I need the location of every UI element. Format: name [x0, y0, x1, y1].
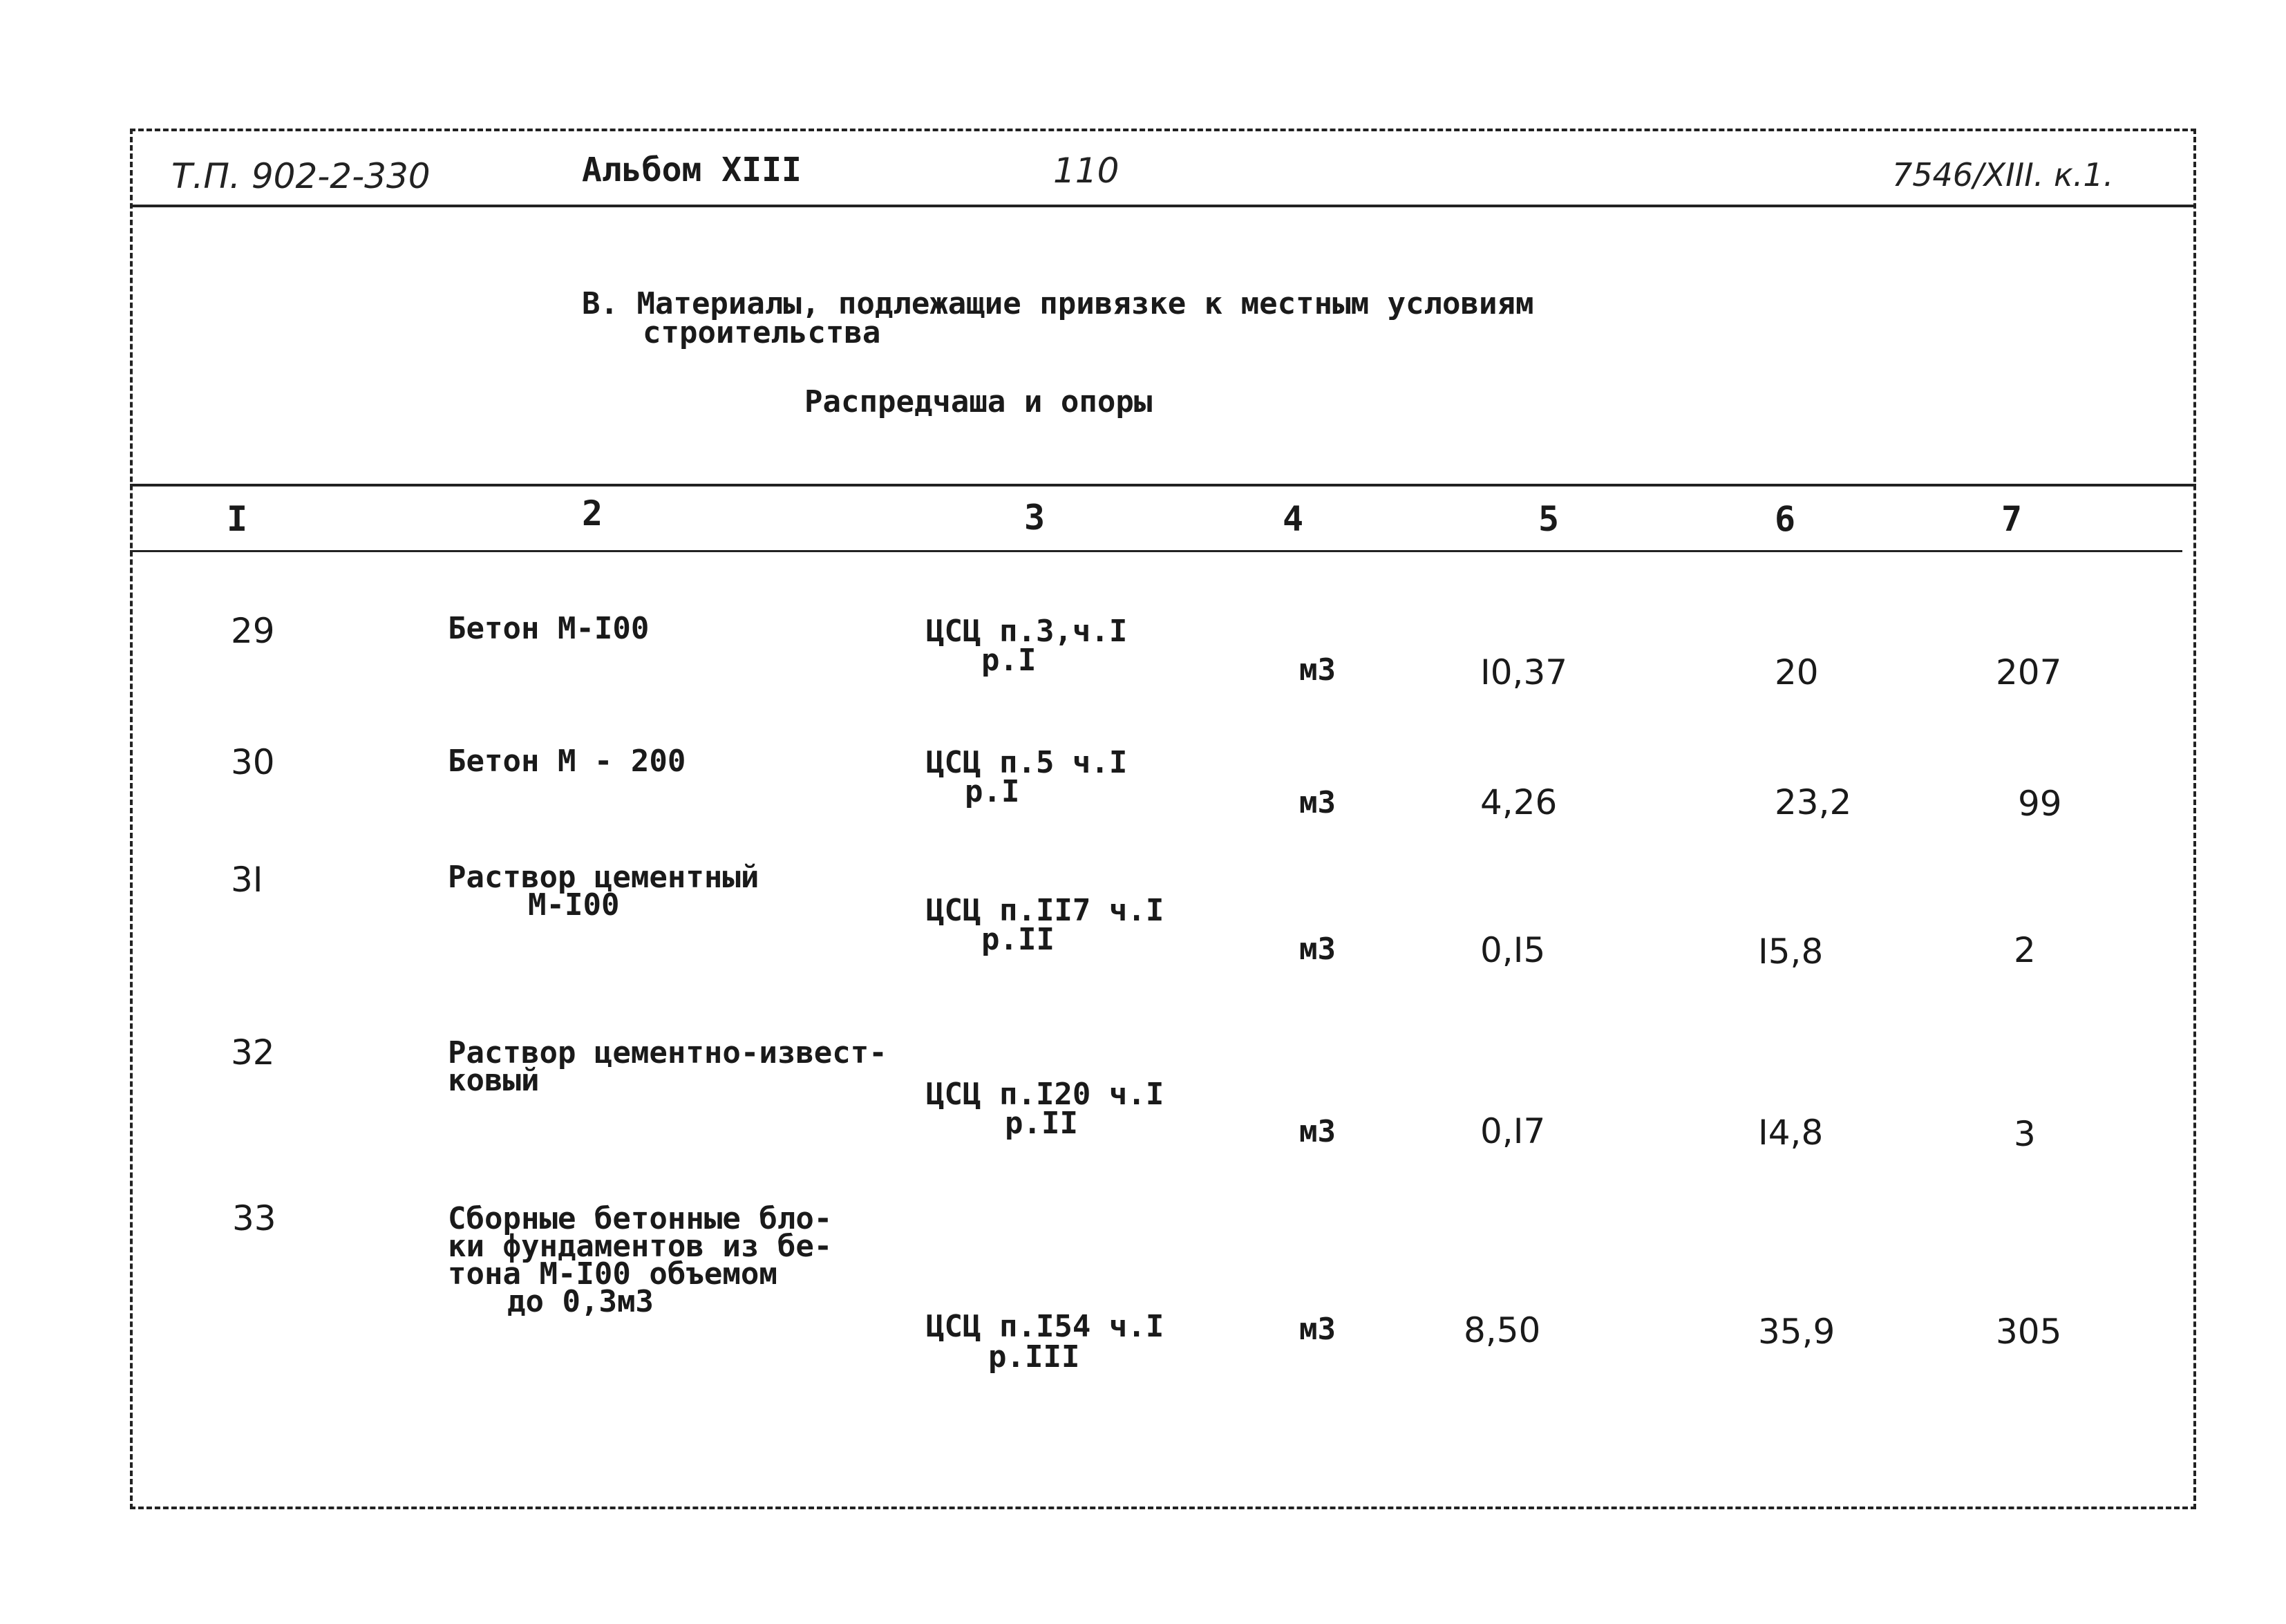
- unit-price: 35,9: [1758, 1312, 1835, 1352]
- quantity: 0,I5: [1480, 930, 1546, 970]
- unit-price: 23,2: [1775, 782, 1852, 822]
- price-reference-section: р.I: [965, 774, 1020, 809]
- price-reference-section: р.I: [981, 643, 1037, 678]
- price-reference-section: р.II: [981, 922, 1055, 957]
- price-reference: ЦСЦ п.I54 ч.I: [926, 1309, 1164, 1344]
- album-label: Альбом XIII: [582, 151, 802, 189]
- material-name: Раствор цементный М-I00: [448, 860, 759, 923]
- price-reference-section: р.II: [1005, 1106, 1078, 1141]
- column-header-4: 4: [1283, 499, 1304, 539]
- total-cost: 2: [2014, 930, 2036, 970]
- total-cost: 305: [1996, 1312, 2062, 1352]
- column-header-5: 5: [1538, 499, 1560, 539]
- column-header-7: 7: [2001, 499, 2023, 539]
- quantity: 0,I7: [1480, 1111, 1546, 1151]
- table-top-border: [130, 484, 2196, 487]
- material-name: Бетон М - 200: [448, 744, 686, 779]
- price-reference: ЦСЦ п.II7 ч.I: [926, 893, 1164, 928]
- section-heading-line2: строительства: [643, 315, 881, 350]
- unit-price: 20: [1775, 652, 1819, 692]
- page-frame: [130, 129, 2196, 1509]
- total-cost: 3: [2014, 1114, 2036, 1154]
- row-number: 30: [231, 742, 275, 782]
- unit: м3: [1299, 652, 1336, 688]
- column-header-1: I: [227, 499, 248, 539]
- unit-price: I4,8: [1758, 1113, 1824, 1153]
- column-header-3: 3: [1024, 498, 1046, 538]
- total-cost: 99: [2018, 784, 2062, 824]
- column-header-6: 6: [1775, 499, 1796, 539]
- price-reference-section: р.III: [988, 1339, 1080, 1375]
- row-number: 29: [231, 611, 275, 651]
- section-subtitle: Распредчаша и опоры: [804, 384, 1153, 419]
- section-heading-line1: В. Материалы, подлежащие привязке к местным условиям: [582, 286, 1534, 321]
- row-number: 33: [232, 1198, 276, 1238]
- page-number: 110: [1053, 151, 1120, 191]
- price-reference: ЦСЦ п.3,ч.I: [926, 614, 1128, 649]
- unit: м3: [1299, 1114, 1336, 1149]
- price-reference: ЦСЦ п.5 ч.I: [926, 745, 1128, 780]
- table-header-divider: [130, 550, 2182, 552]
- row-number: 32: [231, 1032, 275, 1073]
- unit-price: I5,8: [1758, 932, 1824, 972]
- quantity: I0,37: [1480, 652, 1568, 692]
- doc-code: Т.П. 902-2-330: [171, 156, 431, 196]
- inventory-number: 7546/XIII. к.1.: [1892, 156, 2114, 193]
- unit: м3: [1299, 1312, 1336, 1347]
- unit: м3: [1299, 785, 1336, 820]
- header-divider: [130, 205, 2196, 207]
- material-name: Раствор цементно-извест- ковый: [448, 1035, 887, 1098]
- unit: м3: [1299, 932, 1336, 967]
- total-cost: 207: [1996, 652, 2062, 692]
- quantity: 4,26: [1480, 782, 1558, 822]
- material-name: Сборные бетонные бло- ки фундаментов из бе- тона М-I00 объемом до 0,3м3: [448, 1201, 833, 1319]
- material-name: Бетон М-I00: [448, 611, 650, 646]
- price-reference: ЦСЦ п.I20 ч.I: [926, 1077, 1164, 1112]
- row-number: 3I: [231, 860, 263, 900]
- quantity: 8,50: [1464, 1310, 1541, 1350]
- column-header-2: 2: [582, 493, 603, 534]
